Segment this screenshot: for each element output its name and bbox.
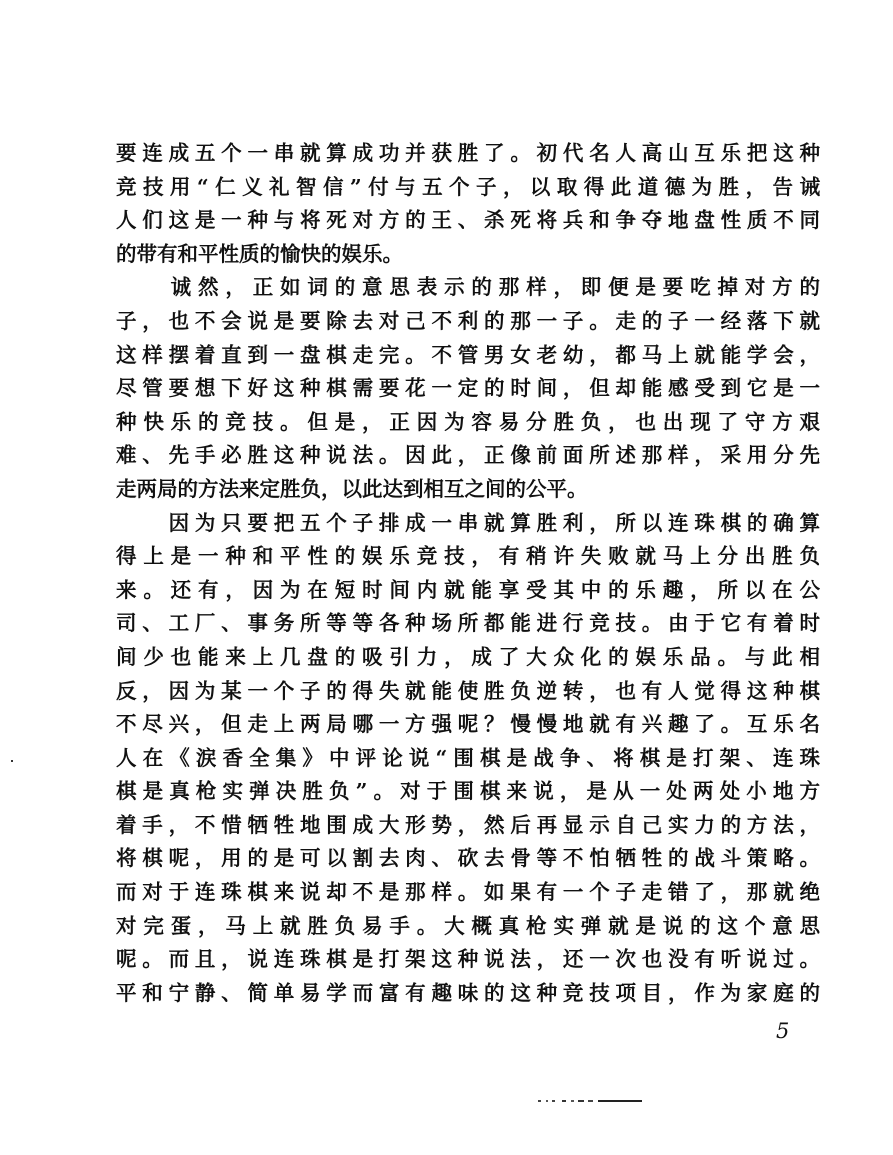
text-line: 得上是一种和平性的娱乐竞技，有稍许失败就马上分出胜负 <box>116 544 820 569</box>
text-line: 人们这是一种与将死对方的王、杀死将兵和争夺地盘性质不同 <box>116 208 820 233</box>
text-line: 走两局的方法来定胜负，以此达到相互之间的公平。 <box>116 476 588 501</box>
text-line: 棋是真枪实弹决胜负”。对于围棋来说，是从一处两处小地方 <box>116 779 820 804</box>
text-line: 因为只要把五个子排成一串就算胜利，所以连珠棋的确算 <box>116 510 820 535</box>
text-line: 而对于连珠棋来说却不是那样。如果有一个子走错了，那就绝 <box>116 880 820 905</box>
text-line: 不尽兴，但走上两局哪一方强呢？慢慢地就有兴趣了。互乐名 <box>116 712 820 737</box>
text-line: 来。还有，因为在短时间内就能享受其中的乐趣，所以在公 <box>116 577 820 602</box>
text-line: 的带有和平性质的愉快的娱乐。 <box>116 241 403 266</box>
text-line: 对完蛋，马上就胜负易手。大概真枪实弹就是说的这个意思 <box>116 913 820 938</box>
text-line: 要连成五个一串就算成功并获胜了。初代名人高山互乐把这种 <box>116 141 820 165</box>
page-number: 5 <box>776 1019 790 1043</box>
text-line: 这样摆着直到一盘棋走完。不管男女老幼，都马上就能学会， <box>116 342 820 367</box>
text-line: 着手，不惜牺牲地围成大形势，然后再显示自己实力的方法， <box>116 812 820 837</box>
text-line: 人在《涙香全集》中评论说“围棋是战争、将棋是打架、连珠 <box>116 745 820 770</box>
text-line: 平和宁静、简单易学而富有趣味的这种竞技项目，作为家庭的 <box>116 980 820 1005</box>
text-line: 种快乐的竞技。但是，正因为容易分胜负，也出现了守方艰 <box>116 409 820 434</box>
text-line: 难、先手必胜这种说法。因此，正像前面所述那样，采用分先 <box>116 443 820 468</box>
text-line: 反，因为某一个子的得失就能使胜负逆转，也有人觉得这种棋 <box>116 678 820 703</box>
text-line: 司、工厂、事务所等等各种场所都能进行竞技。由于它有着时 <box>116 611 820 636</box>
text-line: 呢。而且，说连珠棋是打架这种说法，还一次也没有听说过。 <box>116 947 820 972</box>
text-line: 尽管要想下好这种棋需要花一定的时间，但却能感受到它是一 <box>116 376 820 401</box>
body-text <box>116 137 820 1010</box>
scan-speck <box>11 760 13 762</box>
text-line: 竞技用“仁义礼智信”付与五个子，以取得此道德为胜，告诫 <box>116 174 820 199</box>
text-line: 诚然，正如词的意思表示的那样，即便是要吃掉对方的 <box>116 275 820 300</box>
scan-artifact <box>538 1099 642 1103</box>
text-line: 间少也能来上几盘的吸引力，成了大众化的娱乐品。与此相 <box>116 644 820 669</box>
text-line: 子，也不会说是要除去对己不利的那一子。走的子一经落下就 <box>116 308 820 333</box>
text-line: 将棋呢，用的是可以割去肉、砍去骨等不怕牺牲的战斗策略。 <box>116 846 820 871</box>
